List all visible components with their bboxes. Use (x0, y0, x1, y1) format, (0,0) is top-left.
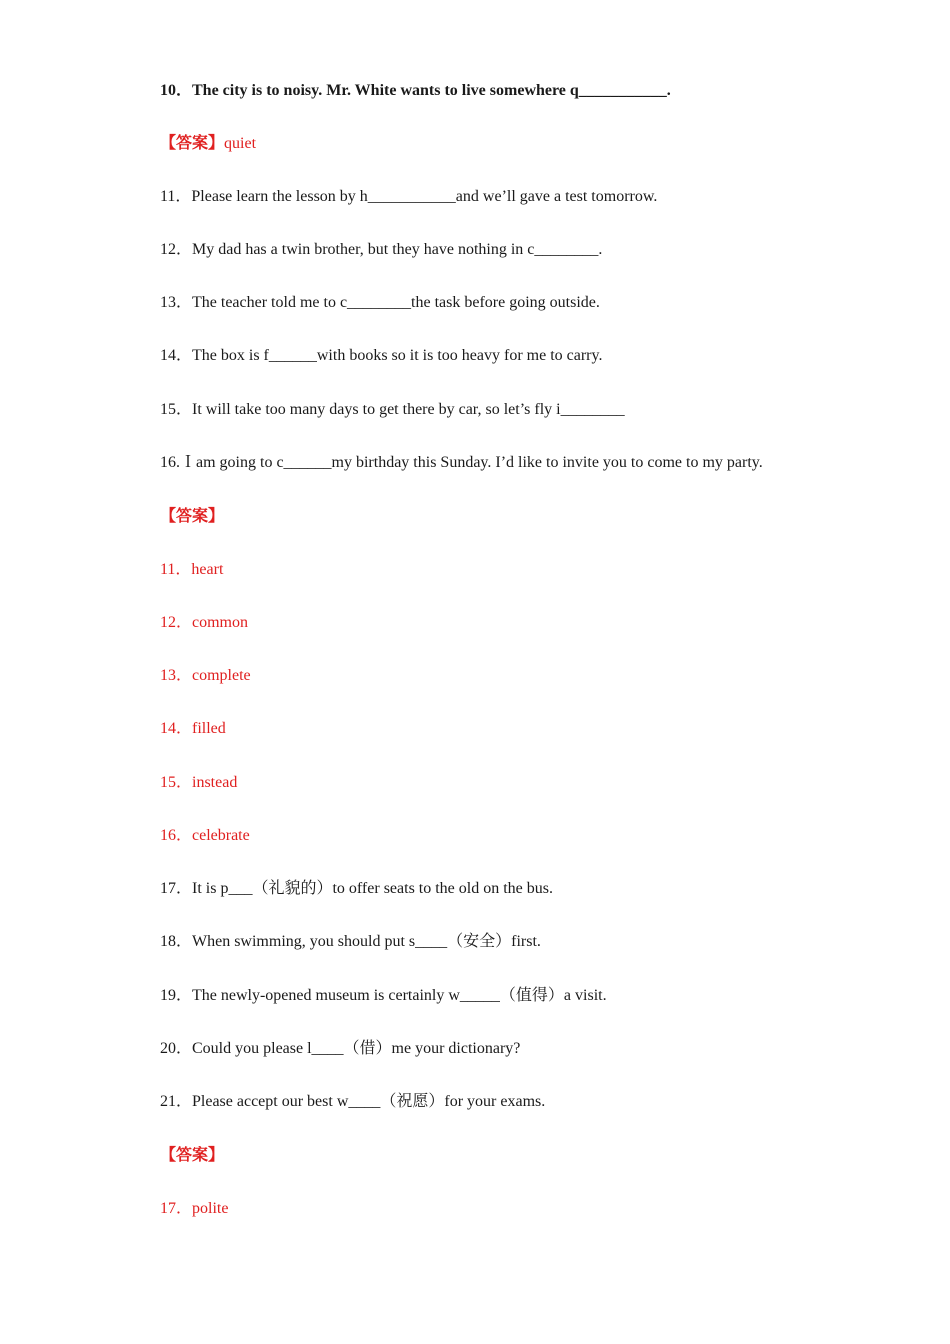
answer-label: 【答案】 (160, 508, 225, 525)
answer-label: 【答案】 (160, 1147, 225, 1164)
answer-11: 11．heart (160, 561, 224, 578)
question-13: 13．The teacher told me to c________the task before going outside. (160, 294, 600, 311)
answer-17: 17．polite (160, 1200, 229, 1217)
question-14: 14．The box is f______with books so it is too heavy for me to carry. (160, 347, 603, 364)
answer-10 (160, 134, 256, 154)
question-12: 12．My dad has a twin brother, but they have nothing in c________. (160, 241, 603, 258)
answer-12: 12．common (160, 614, 248, 631)
question-10: 10．The city is to noisy. Mr. White wants to live somewhere q___________. (160, 82, 671, 99)
question-20: 20．Could you please l____（借）me your dictionary? (160, 1040, 521, 1057)
answer-13: 13．complete (160, 667, 251, 684)
answer-16: 16．celebrate (160, 827, 250, 844)
question-21: 21．Please accept our best w____（祝愿）for your exams. (160, 1093, 546, 1110)
answer-text: quiet (224, 135, 257, 152)
question-16: 16.Ｉam going to c______my birthday this Sunday. I’d like to invite you to come to my party. (160, 454, 763, 471)
answer-14: 14．filled (160, 720, 226, 737)
question-17: 17．It is p___（礼貌的）to offer seats to the old on the bus. (160, 880, 554, 897)
answer-label: 【答案】 (160, 135, 225, 152)
question-15: 15．It will take too many days to get there by car, so let’s fly i________ (160, 401, 625, 418)
question-19: 19．The newly-opened museum is certainly w_____（值得）a visit. (160, 987, 607, 1004)
question-18: 18．When swimming, you should put s____（安全）first. (160, 933, 541, 950)
question-11: 11．Please learn the lesson by h___________and we’ll gave a test tomorrow. (160, 188, 658, 205)
answer-15: 15．instead (160, 774, 238, 791)
